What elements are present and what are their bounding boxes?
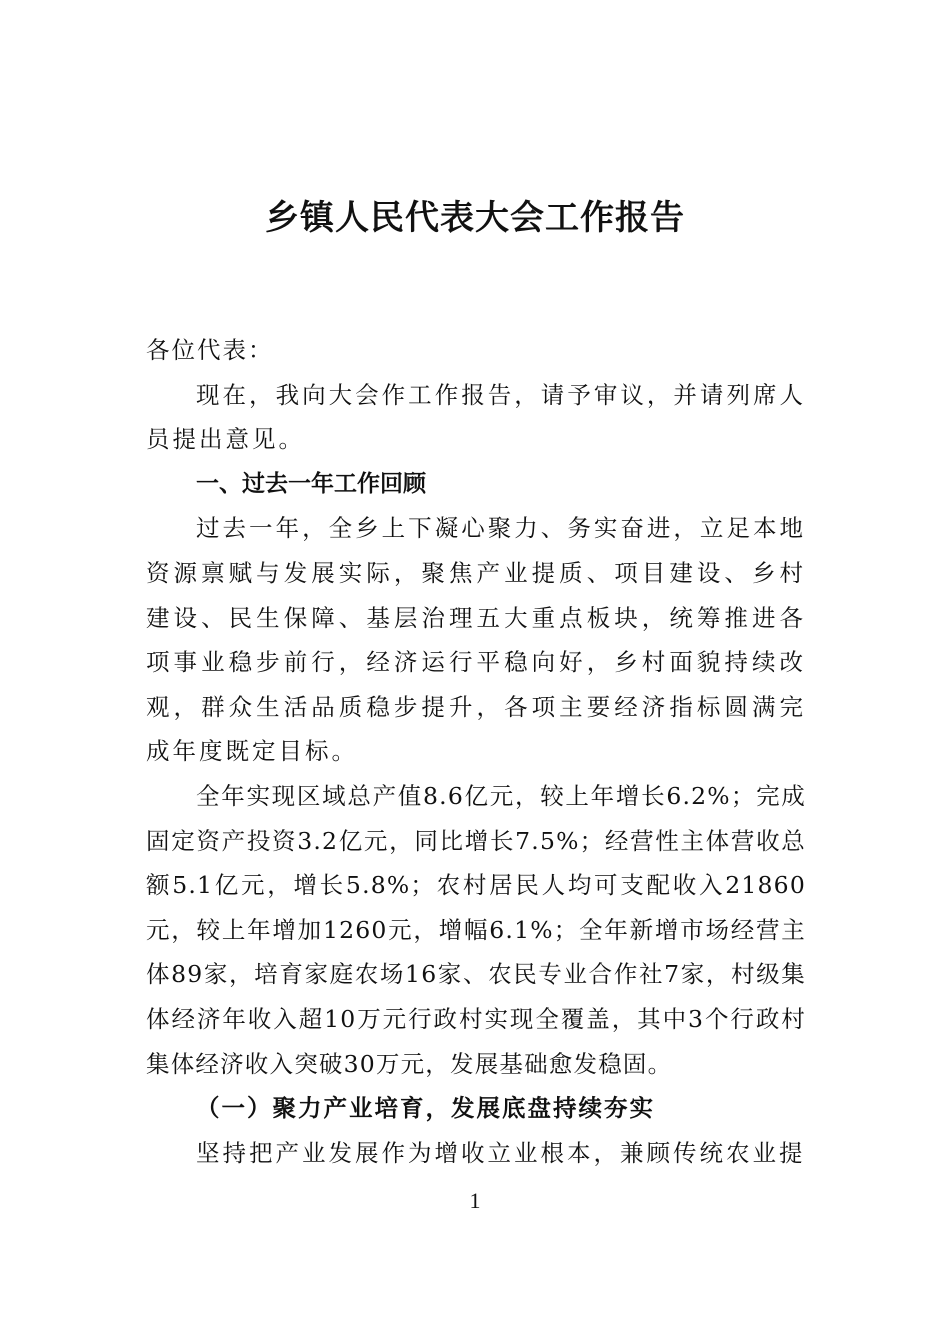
document-body: [146, 328, 806, 1175]
document-title: 乡镇人民代表大会工作报告: [265, 198, 685, 238]
intro-paragraph: 现在，我向大会作工作报告，请予审议，并请列席人员提出意见。: [146, 380, 806, 454]
subsection-heading: （一）聚力产业培育，发展底盘持续夯实: [196, 1094, 655, 1123]
summary-paragraph: 过去一年，全乡上下凝心聚力、务实奋进，立足本地资源禀赋与发展实际，聚焦产业提质、项目建设、乡村建设、民生保障、基层治理五大重点板块，统筹推进各项事业稳步前行，经济运行平稳向好，乡村面貌持续改观，群众生活品质稳步提升，各项主要经济指标圆满完成年度既定目标。: [146, 514, 806, 766]
salutation: 各位代表：: [146, 336, 274, 364]
page-number: 1: [469, 1188, 481, 1213]
section-heading: 一、过去一年工作回顾: [196, 470, 426, 497]
subsection-paragraph: 坚持把产业发展作为增收立业根本，兼顾传统农业提: [196, 1138, 806, 1167]
statistics-paragraph: 全年实现区域总产值8.6亿元，较上年增长6.2%；完成固定资产投资3.2亿元，同比增长7.5%；经营性主体营收总额5.1亿元，增长5.8%；农村居民人均可支配收入21860元，较上年增加1260元，增幅6.1%；全年新增市场经营主体89家，培育家庭农场16家、农民专业合作社7家，村级集体经济年收入超10万元行政村实现全覆盖，其中3个行政村集体经济收入突破30万元，发展基础愈发稳固。: [146, 781, 806, 1078]
